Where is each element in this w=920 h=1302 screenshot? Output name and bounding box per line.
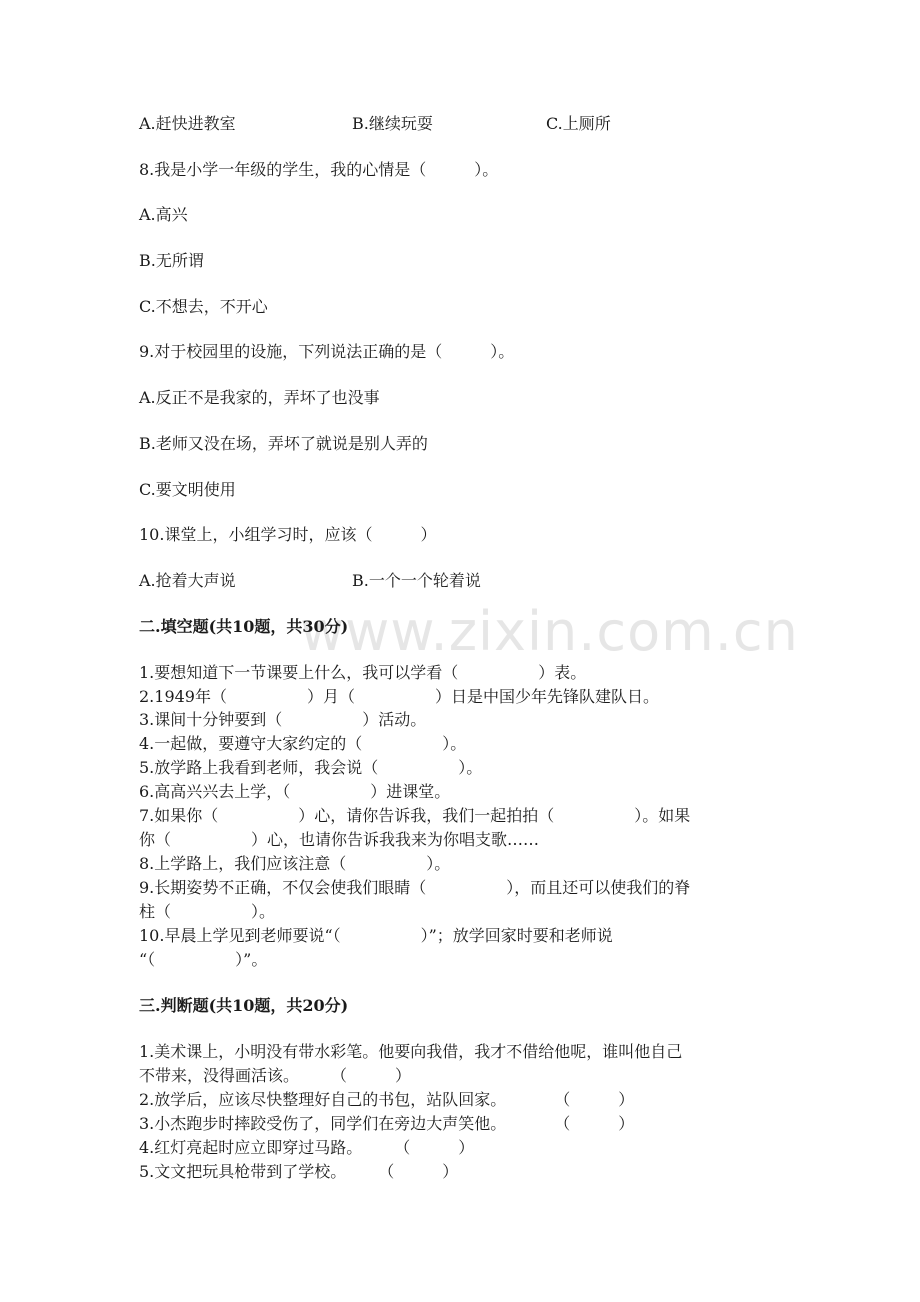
- fill-line: 8.上学路上，我们应该注意（ ）。: [139, 854, 451, 873]
- fill-line: “（ ）”。: [139, 950, 268, 969]
- section3-title: 三.判断题(共10题，共20分): [139, 996, 349, 1015]
- q10-options-row: [139, 571, 799, 591]
- fill-line: 4.一起做，要遵守大家约定的（ ）。: [139, 734, 467, 753]
- judge-line: 3.小杰跑步时摔跤受伤了，同学们在旁边大声笑他。 （ ）: [139, 1114, 635, 1133]
- fill-line: 10.早晨上学见到老师要说“（ ）”；放学回家时要和老师说: [139, 926, 613, 945]
- q8-stem: 8.我是小学一年级的学生，我的心情是（ ）。: [139, 160, 499, 179]
- q8-option-b: B.无所谓: [139, 251, 204, 270]
- fill-line: 3.课间十分钟要到（ ）活动。: [139, 710, 427, 729]
- fill-line: 9.长期姿势不正确，不仅会使我们眼睛（ ），而且还可以使我们的脊: [139, 878, 691, 897]
- watermark: www.zixin.com.cn: [300, 600, 799, 663]
- judge-line: 2.放学后，应该尽快整理好自己的书包，站队回家。 （ ）: [139, 1090, 635, 1109]
- q7-option-a: A.赶快进教室: [139, 114, 236, 133]
- judge-line: 5.文文把玩具枪带到了学校。 （ ）: [139, 1162, 459, 1181]
- section2-title: 二.填空题(共10题，共30分): [139, 617, 349, 636]
- fill-line: 2.1949年（ ）月（ ）日是中国少年先锋队建队日。: [139, 687, 659, 706]
- fill-line: 5.放学路上我看到老师，我会说（ ）。: [139, 758, 483, 777]
- q7-option-b: B.继续玩耍: [352, 114, 433, 133]
- q7-option-c: C.上厕所: [546, 114, 611, 133]
- judge-line: 1.美术课上，小明没有带水彩笔。他要向我借，我才不借给他呢，谁叫他自己: [139, 1042, 683, 1061]
- q9-option-c: C.要文明使用: [139, 480, 236, 499]
- fill-line: 6.高高兴兴去上学，（ ）进课堂。: [139, 782, 451, 801]
- q7-options-row: [139, 114, 799, 134]
- judge-line: 不带来，没得画活该。 （ ）: [139, 1066, 412, 1085]
- q9-option-b: B.老师又没在场，弄坏了就说是别人弄的: [139, 434, 428, 453]
- q10-option-b: B.一个一个轮着说: [352, 571, 481, 590]
- q10-option-a: A.抢着大声说: [139, 571, 236, 590]
- q10-stem: 10.课堂上，小组学习时，应该（ ）: [139, 525, 437, 544]
- fill-line: 7.如果你（ ）心，请你告诉我，我们一起拍拍（ ）。如果: [139, 806, 691, 825]
- q8-option-a: A.高兴: [139, 205, 188, 224]
- q9-stem: 9.对于校园里的设施，下列说法正确的是（ ）。: [139, 342, 515, 361]
- q8-option-c: C.不想去，不开心: [139, 297, 268, 316]
- fill-line: 你（ ）心，也请你告诉我我来为你唱支歌……: [139, 830, 540, 849]
- fill-line: 1.要想知道下一节课要上什么，我可以学看（ ）表。: [139, 663, 587, 682]
- judge-line: 4.红灯亮起时应立即穿过马路。 （ ）: [139, 1138, 475, 1157]
- q9-option-a: A.反正不是我家的，弄坏了也没事: [139, 388, 380, 407]
- fill-line: 柱（ ）。: [139, 902, 276, 921]
